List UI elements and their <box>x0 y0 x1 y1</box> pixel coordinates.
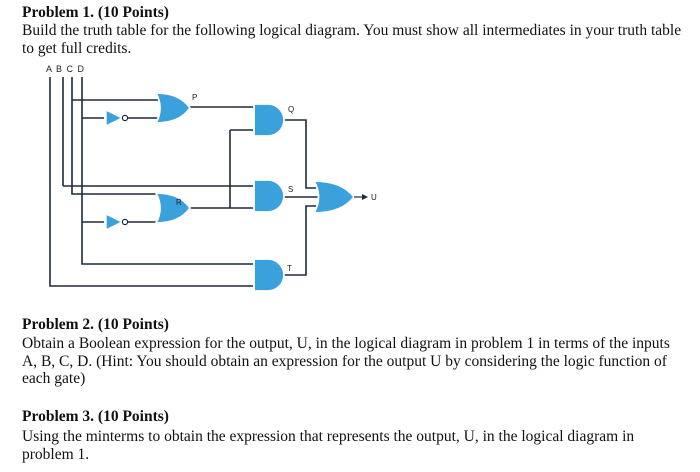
inputs-label: A B C D <box>46 64 86 74</box>
output-arrow-icon <box>362 194 368 200</box>
and-gate-q <box>254 104 284 136</box>
problem-1-text: Build the truth table for the following logical diagram. You must show all intermediates in your truth table to get full credits. <box>22 22 682 57</box>
or-gate-p <box>156 93 190 123</box>
input-a-wire <box>50 77 256 286</box>
or-gate-u <box>314 181 354 213</box>
label-r: R <box>176 198 182 207</box>
problem-3-text: Using the minterms to obtain the expression that represents the output, U, in the logical diagram in problem 1. <box>22 428 635 463</box>
and-gate-s <box>254 180 284 212</box>
not-gate-1 <box>106 110 122 126</box>
label-p: P <box>192 93 198 102</box>
label-u: U <box>371 193 377 202</box>
label-q: Q <box>288 105 295 114</box>
problem-2-text: Obtain a Boolean expression for the output, U, in the logical diagram in problem 1 in terms of the inputs A, B, C, D. (Hint: You should obtain an expression for the output U by considering the logic function of each gate) <box>22 335 670 387</box>
problem-3-title: Problem 3. (10 Points) <box>22 408 169 425</box>
not-gate-2 <box>106 214 122 230</box>
label-s: S <box>288 185 294 194</box>
logic-diagram <box>0 56 400 296</box>
label-t: T <box>287 264 292 273</box>
problem-2-title: Problem 2. (10 Points) <box>22 316 169 333</box>
problem-1-title: Problem 1. (10 Points) <box>22 4 169 21</box>
or-gate-r <box>156 193 190 223</box>
and-gate-t <box>254 259 284 291</box>
